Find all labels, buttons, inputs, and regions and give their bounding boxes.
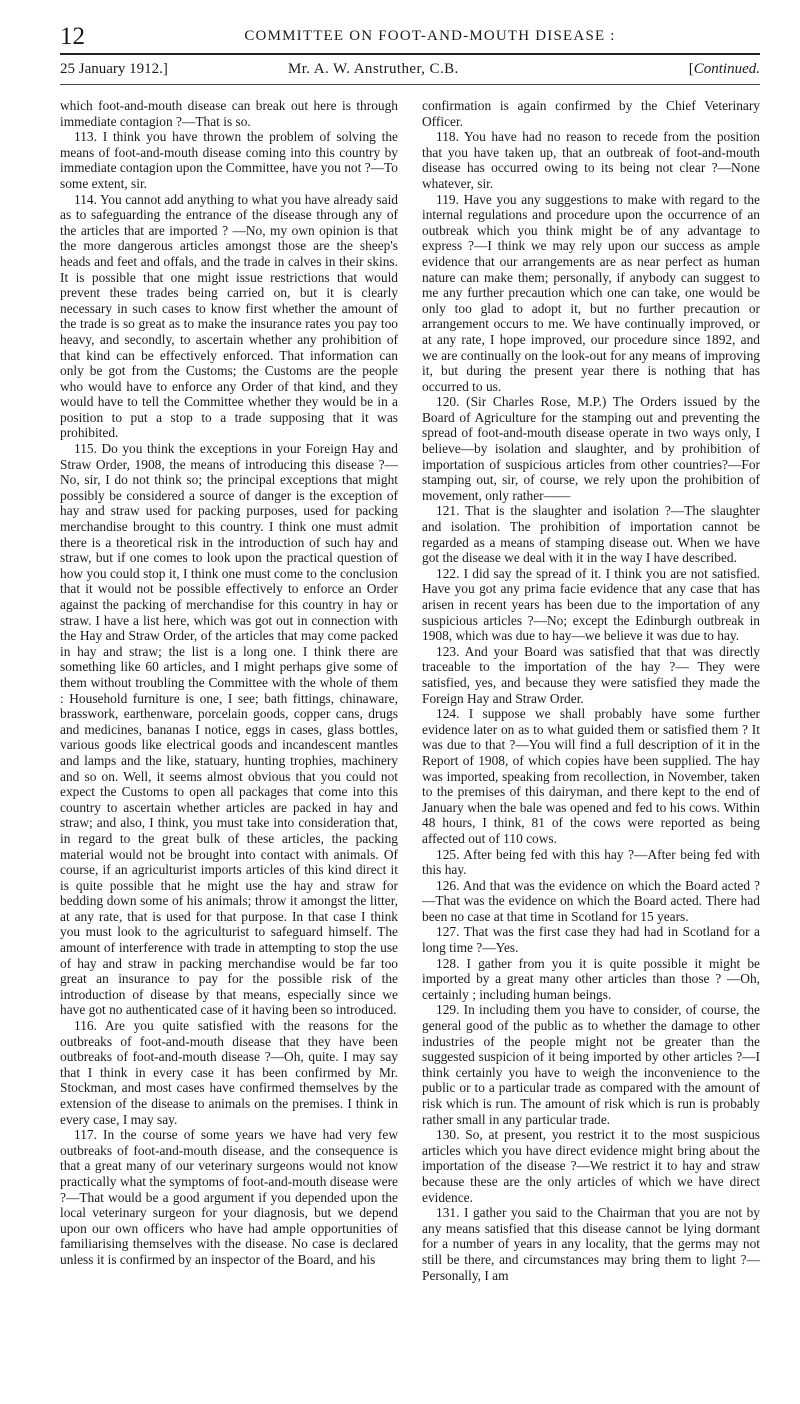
numbered-paragraph: 117. In the course of some years we have had very few outbreaks of foot-and-mouth disease, and the consequence is that a great many of our veterinary surgeons would not know practically what the symptoms of foot-and-mouth disease were ?—That would be a good argument if you depended upon the local veterinary surgeon for your diagnosis, but we depend upon our own officers who have had ample opportunities of familiarising themselves with the disease. No case is declared unless it is confirmed by an inspector of the Board, and his	[60, 1127, 398, 1267]
numbered-paragraph: 121. That is the slaughter and isolation ?—The slaughter and isolation. The prohibition of importation cannot be regarded as a means of stamping disease out. When we have got the disease we deal with it in the way I have described.	[422, 503, 760, 566]
numbered-paragraph: 124. I suppose we shall probably have some further evidence later on as to what guided them or satisfied them ? It was due to that ?—You will find a full description of it in the Report of 1908, of which copies have been supplied. The hay was imported, speaking from recollection, in November, taken to the premises of this dairyman, and there kept to the end of January when the bale was opened and fed to his cows. Within 48 hours, I think, 81 of the cows were reported as being affected out of 110 cows.	[422, 706, 760, 846]
numbered-paragraph: 122. I did say the spread of it. I think you are not satisfied. Have you got any prima facie evidence that any case that has arisen in recent years has been due to the importation of any suspicious articles ?—No; except the Edinburgh outbreak in 1908, which was due to hay—we believe it was due to hay.	[422, 565, 760, 644]
numbered-paragraph: 120. (Sir Charles Rose, M.P.) The Orders issued by the Board of Agriculture for the stamping out and preventing the spread of foot-and-mouth disease operate in two ways only, I believe—by isolation and slaughter, and by prohibition of importation of suspicious articles from other countries?—For stamping out, sir, of course, we rely upon the prohibition of movement, only rather——	[422, 394, 760, 503]
numbered-paragraph: 115. Do you think the exceptions in your Foreign Hay and Straw Order, 1908, the means of introducing this disease ?—No, sir, I do not think so; the principal exceptions that might possibly be considered a source of danger is the exception of hay and straw used for packing purposes, used for packing merchandise brought to this country. I think one must admit there is a theoretical risk in the introduction of such hay and straw, but if one comes to look upon the practical question of how you could stop it, I think one must come to the conclusion that it would not be possible effectively to enforce an Order against the packing of merchandise for this country in hay or straw. I have a list here, which was got out in connection with the Hay and Straw Order, of the articles that may come packed in hay and straw; the list is a long one. I think there are something like 60 articles, and I might perhaps give some of them without troubling the Committee with the whole of them : Household furniture is one, I see; bath fittings, chinaware, brasswork, earthenware, porcelain goods, copper cans, drugs and medicines, bananas I notice, eggs in cases, glass bottles, various goods like electrical goods and incandescent mantles and lamps and the like, statuary, hunting trophies, machinery and so on. Well, it seems almost obvious that you could not expect the Customs to open all packages that come into this country to ascertain whether articles are packed in hay and straw; and also, I think, you must take into consideration that, in regard to the great bulk of these articles, the packing material would not be brought into contact with animals. Of course, if an agriculturist imports articles of this kind direct it is quite possible that he might use the hay and straw for bedding down some of his animals; throw it amongst the litter, at any rate, that is used for that purpose. In that case I think you must look to the agriculturist to safeguard himself. The amount of interference with trade in attempting to stop the use of hay and straw in packing merchandise would be far too great an insurance to pay for the possible risk of the introduction of disease by that means, especially since we have got no authenticated case of it having been so introduced.	[60, 441, 398, 1018]
page-number: 12	[60, 23, 85, 50]
numbered-paragraph: 118. You have had no reason to recede from the position that you have taken up, that an outbreak of foot-and-mouth disease has occurred owing to its being not clear ?—None whatever, sir.	[422, 129, 760, 191]
header-rule	[60, 53, 760, 55]
continued-bracket: [	[688, 61, 694, 77]
text-columns	[60, 98, 760, 1388]
running-head	[60, 22, 760, 52]
sub-header-rule	[60, 84, 760, 85]
witness-name: Mr. A. W. Anstruther, C.B.	[288, 61, 459, 77]
numbered-paragraph: 123. And your Board was satisfied that that was directly traceable to the importation of the hay ?— They were satisfied, yes, and because they were satisfied they made the Foreign Hay and Straw Order.	[422, 643, 760, 706]
numbered-paragraph: 130. So, at present, you restrict it to the most suspicious articles which you have direct evidence might bring about the importation of the disease ?—We restrict it to hay and straw because these are the only articles of which we have direct evidence.	[422, 1127, 760, 1205]
continued-paragraph: confirmation is again confirmed by the Chief Veterinary Officer.	[422, 98, 760, 129]
continued-word: Continued.	[693, 61, 760, 77]
numbered-paragraph: 114. You cannot add anything to what you have already said as to safeguarding the entrance of the disease through any of the articles that are imported ? —No, my own opinion is that the more dangerous articles amongst those are the sheep's heads and feet and offals, and the trade in calves in their skins. It is possible that one might issue restrictions that would prevent these trades being carried on, but it is clearly necessary in such cases to know first whether the amount of the trade is so great as to make the insurance rates you pay too heavy, and secondly, to ascertain whether any prohibition of that kind can be effectively enforced. That information can only be got from the Customs; the Customs are the people who would have to enforce any Order of that kind, and they would have to tell the Committee whether they would be in a position to put a stop to a trade supposing that it was prohibited.	[60, 191, 398, 441]
sub-header	[60, 57, 760, 81]
numbered-paragraph: 116. Are you quite satisfied with the reasons for the outbreaks of foot-and-mouth disease that they have been outbreaks of foot-and-mouth disease ?—Oh, quite. I may say that I think in every case it has been confirmed by Mr. Stockman, and most cases have confirmed themselves by the extension of the disease to animals on the premises. I think in every case, I may say.	[60, 1018, 398, 1127]
numbered-paragraph: 129. In including them you have to consider, of course, the general good of the public as to whether the damage to other industries of the people might not be greater than the suggested suspicion of it being imported by other articles ?—I think certainly you have to weigh the inconvenience to the public or to a particular trade as compared with the amount of risk which is run. The amount of risk which is run is probably rather small in any particular trade.	[422, 1002, 760, 1127]
continued-paragraph: which foot-and-mouth disease can break out here is through immediate contagion ?—That is so.	[60, 98, 398, 129]
numbered-paragraph: 131. I gather you said to the Chairman that you are not by any means satisfied that this disease cannot be lying dormant for a number of years in any locality, that the germs may not still be there, and circumstances may bring them to light ?—Personally, I am	[422, 1205, 760, 1283]
sitting-date: 25 January 1912.]	[60, 61, 168, 77]
numbered-paragraph: 113. I think you have thrown the problem of solving the means of foot-and-mouth disease coming into this country by immediate contagion upon the Committee, have you not ?—To some extent, sir.	[60, 129, 398, 191]
numbered-paragraph: 125. After being fed with this hay ?—After being fed with this hay.	[422, 846, 760, 878]
numbered-paragraph: 119. Have you any suggestions to make with regard to the internal regulations and procedure upon the occurrence of an outbreak which you think might be of any advantage to express ?—I think we may rely upon our success as ample evidence that our arrangements are as near perfect as human nature can make them; personally, if anybody can suggest to me any further precaution which one can take, one would be only too glad to adopt it, but no further precaution or arrangement occurs to me. We have continually improved, or at any rate, I hope improved, our procedure since 1892, and we are continually on the look-out for any means of improving it, but during the present year there is nothing that has occurred to us.	[422, 191, 760, 394]
right-column	[422, 98, 760, 1283]
numbered-paragraph: 128. I gather from you it is quite possible it might be imported by a great many other articles than those ? —Oh, certainly ; including human beings.	[422, 955, 760, 1002]
continued-marker	[689, 57, 760, 81]
committee-title: COMMITTEE ON FOOT-AND-MOUTH DISEASE :	[244, 28, 616, 44]
numbered-paragraph: 127. That was the first case they had had in Scotland for a long time ?—Yes.	[422, 924, 760, 956]
left-column	[60, 98, 398, 1268]
numbered-paragraph: 126. And that was the evidence on which the Board acted ?—That was the evidence on which the Board acted. There had been no case at that time in Scotland for 15 years.	[422, 877, 760, 924]
